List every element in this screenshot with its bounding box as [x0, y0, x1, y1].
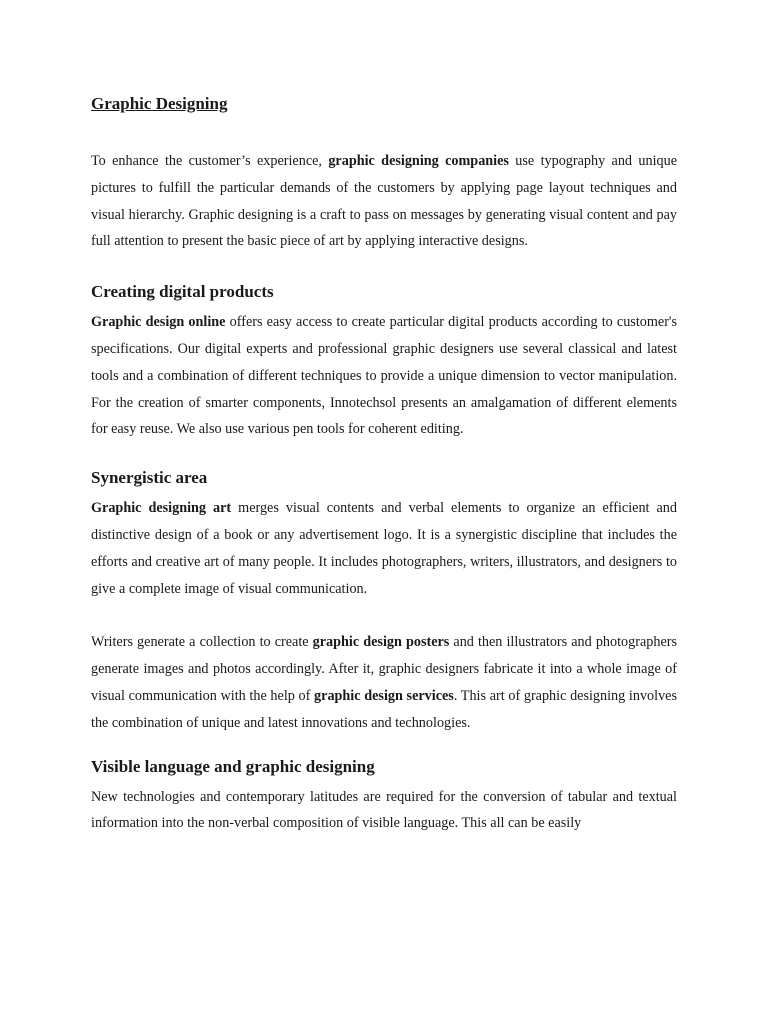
synergistic-p2-bold-1: graphic design posters — [312, 634, 450, 651]
intro-text-2: use typography and unique pictures to fulfill the particular demands of the customers by applying page layout techniques and visual hierarchy. Graphic designing is a craft to pass on messages by generating visual content and pay full attention to present the basic piece of art by applying interactive designs. — [91, 153, 677, 250]
intro-paragraph — [91, 148, 677, 255]
synergistic-paragraph-2 — [91, 629, 677, 736]
synergistic-paragraph-1 — [91, 495, 677, 602]
intro-bold-1: graphic designing companies — [328, 153, 509, 169]
section-heading-digital-products: Creating digital products — [91, 282, 274, 302]
digital-products-bold-1: Graphic design online — [91, 314, 226, 331]
section-heading-synergistic-area: Synergistic area — [91, 468, 208, 488]
digital-products-text-1: offers easy access to create particular digital products according to customer's specifications. Our digital experts and professional graphic designers use several classical and latest tools and a combination of different techniques to provide a unique dimension to vector manipulation. For the creation of smarter components, Innotechsol presents an amalgamation of different elements for easy reuse. We also use various pen tools for coherent editing. — [91, 314, 677, 438]
document-title: Graphic Designing — [91, 94, 228, 113]
digital-products-paragraph — [91, 309, 677, 443]
intro-text-1: To enhance the customer’s experience, — [91, 153, 329, 169]
synergistic-p2-text-3: . This art of graphic designing involves the combination of unique and latest innovations and technologies. — [91, 687, 678, 731]
synergistic-bold-1: Graphic designing art — [91, 500, 232, 517]
synergistic-text-1: merges visual contents and verbal elements to organize an efficient and distinctive design of a book or any advertisement logo. It is a synergistic discipline that includes the efforts and creative art of many people. It includes photographers, writers, illustrators, and designers to give a complete image of visual communication. — [91, 500, 677, 597]
section-heading-visible-language: Visible language and graphic designing — [91, 756, 375, 776]
visible-language-paragraph: New technologies and contemporary latitudes are required for the conversion of tabular and textual information into the non-verbal composition of visible language. This all can be easily — [91, 788, 677, 832]
synergistic-p2-bold-2: graphic design services — [314, 687, 454, 704]
synergistic-p2-text-2: and then illustrators and photographers generate images and photos accordingly. After it, graphic designers fabricate it into a whole image of visual communication with the help of — [91, 634, 677, 704]
synergistic-p2-text-1: Writers generate a collection to create — [91, 634, 313, 651]
